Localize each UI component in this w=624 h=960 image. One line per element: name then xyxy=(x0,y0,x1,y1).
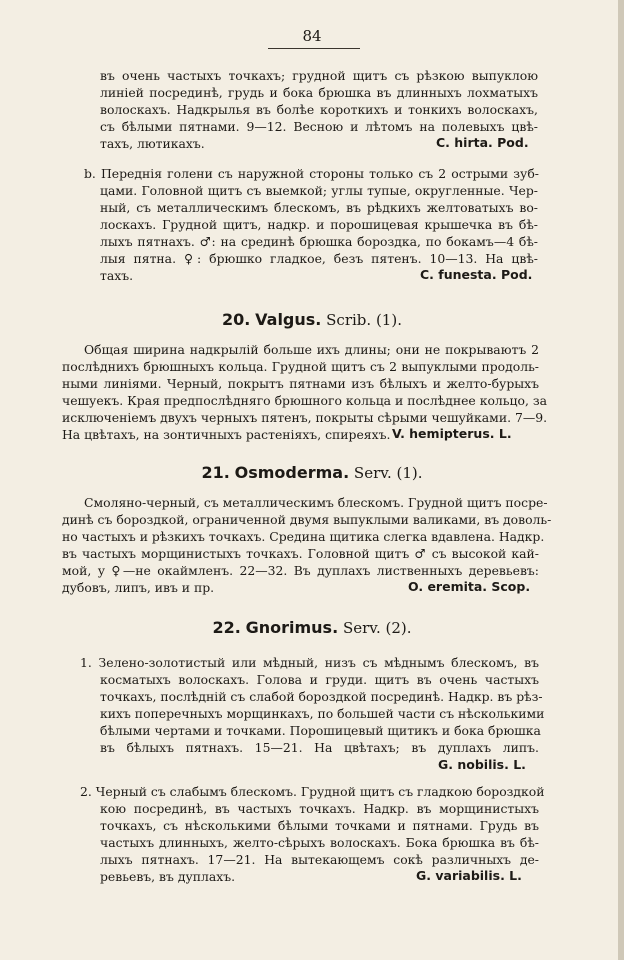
text-line: въ очень частыхъ точкахъ; грудной щитъ съ рѣзкою выпуклою xyxy=(100,68,538,83)
text-line: бѣлыми чертами и точками. Порошицевый щитикъ и бока брюшка xyxy=(100,723,541,738)
text-line: послѣднихъ брюшныхъ кольца. Грудной щитъ съ 2 выпуклыми продоль- xyxy=(62,359,539,374)
text-line: ными линіями. Черный, покрытъ пятнами изъ бѣлыхъ и желто-бурыхъ xyxy=(62,376,539,391)
genus-heading xyxy=(0,310,624,330)
genus-count: (1). xyxy=(375,311,402,329)
text-line: мой, у ♀—не окаймленъ. 22—32. Въ дуплахъ лиственныхъ деревьевъ: xyxy=(62,563,539,578)
text-line: тахъ. xyxy=(100,268,134,283)
species-name: O. eremita. Scop. xyxy=(408,579,531,594)
text-line: линіей посрединѣ, грудь и бока брюшка въ длинныхъ лохматыхъ xyxy=(100,85,538,100)
header-rule xyxy=(268,48,360,49)
text-line: точкахъ, послѣдній съ слабой бороздкой посрединѣ. Надкр. въ рѣз- xyxy=(100,689,543,704)
genus-heading xyxy=(0,618,624,638)
text-line: чешуекъ. Края предпослѣдняго брюшного кольца и послѣднее кольцо, за xyxy=(62,393,547,408)
species-name: C. funesta. Pod. xyxy=(420,267,533,282)
genus-author: Serv. xyxy=(353,464,392,482)
genus-count: (2). xyxy=(385,619,412,637)
text-line: ный, съ металлическимъ блескомъ, въ рѣдкихъ желтоватыхъ во- xyxy=(100,200,538,215)
text-line: b. Переднія голени съ наружной стороны только съ 2 острыми зуб- xyxy=(84,166,539,181)
text-line: волоскахъ. Надкрылья въ болѣе короткихъ и тонкихъ волоскахъ, xyxy=(100,102,538,117)
page-number: 84 xyxy=(302,27,322,45)
species-name: G. nobilis. L. xyxy=(438,757,526,772)
text-line: но частыхъ и рѣзкихъ точкахъ. Средина щитика слегка вдавлена. Надкр. xyxy=(62,529,545,544)
text-line: лоскахъ. Грудной щитъ, надкр. и порошицевая крышечка въ бѣ- xyxy=(100,217,538,232)
text-line: исключеніемъ двухъ черныхъ пятенъ, покрыты сѣрыми чешуйками. 7—9. xyxy=(62,410,548,425)
genus-number: 22. xyxy=(212,618,241,637)
genus-name: Valgus. xyxy=(255,310,322,329)
text-line: ревьевъ, въ дуплахъ. xyxy=(100,869,236,884)
genus-author: Serv. xyxy=(342,619,381,637)
text-line: лыхъ пятнахъ. 17—21. На вытекающемъ сокѣ различныхъ де- xyxy=(100,852,539,867)
text-line: въ частыхъ морщинистыхъ точкахъ. Головной щитъ ♂ съ высокой кай- xyxy=(62,546,539,561)
genus-count: (1). xyxy=(396,464,423,482)
text-line: косматыхъ волоскахъ. Голова и груди. щитъ въ очень частыхъ xyxy=(100,672,539,687)
text-line: На цвѣтахъ, на зонтичныхъ растеніяхъ, спиреяхъ. xyxy=(62,427,391,442)
text-line: кихъ поперечныхъ морщинкахъ, по большей части съ нѣсколькими xyxy=(100,706,545,721)
text-line: тахъ, лютикахъ. xyxy=(100,136,205,151)
genus-number: 21. xyxy=(201,463,230,482)
text-line: динѣ съ бороздкой, ограниченной двумя выпуклыми валиками, въ доволь- xyxy=(62,512,552,527)
text-line: въ бѣлыхъ пятнахъ. 15—21. На цвѣтахъ; въ дуплахъ липъ. xyxy=(100,740,539,755)
text-line: кою посрединѣ, въ частыхъ точкахъ. Надкр. въ морщинистыхъ xyxy=(100,801,539,816)
genus-name: Gnorimus. xyxy=(245,618,339,637)
text-line: цами. Головной щитъ съ выемкой; углы тупые, округленные. Чер- xyxy=(100,183,538,198)
genus-heading xyxy=(0,463,624,483)
text-line: точкахъ, съ нѣсколькими бѣлыми точками и пятнами. Грудь въ xyxy=(100,818,539,833)
genus-number: 20. xyxy=(222,310,251,329)
text-line: лыя пятна. ♀: брюшко гладкое, безъ пятенъ. 10—13. На цвѣ- xyxy=(100,251,538,266)
genus-author: Scrib. xyxy=(326,311,372,329)
species-name: C. hirta. Pod. xyxy=(436,135,529,150)
genus-name: Osmoderma. xyxy=(234,463,350,482)
species-name: V. hemipterus. L. xyxy=(392,426,512,441)
text-line: Смоляно-черный, съ металлическимъ блескомъ. Грудной щитъ посре- xyxy=(84,495,548,510)
text-line: дубовъ, липъ, ивъ и пр. xyxy=(62,580,215,595)
species-name: G. variabilis. L. xyxy=(416,868,522,883)
text-line: 2. Черный съ слабымъ блескомъ. Грудной щитъ съ гладкою бороздкой xyxy=(80,784,545,799)
text-line: 1. Зелено-золотистый или мѣдный, низъ съ мѣднымъ блескомъ, въ xyxy=(80,655,539,670)
text-line: Общая ширина надкрылій больше ихъ длины; они не покрываютъ 2 xyxy=(84,342,539,357)
text-line: лыхъ пятнахъ. ♂: на срединѣ брюшка бороздка, по бокамъ—4 бѣ- xyxy=(100,234,538,249)
text-line: съ бѣлыми пятнами. 9—12. Весною и лѣтомъ на полевыхъ цвѣ- xyxy=(100,119,538,134)
text-line: частыхъ длинныхъ, желто-сѣрыхъ волоскахъ. Бока брюшка въ бѣ- xyxy=(100,835,539,850)
